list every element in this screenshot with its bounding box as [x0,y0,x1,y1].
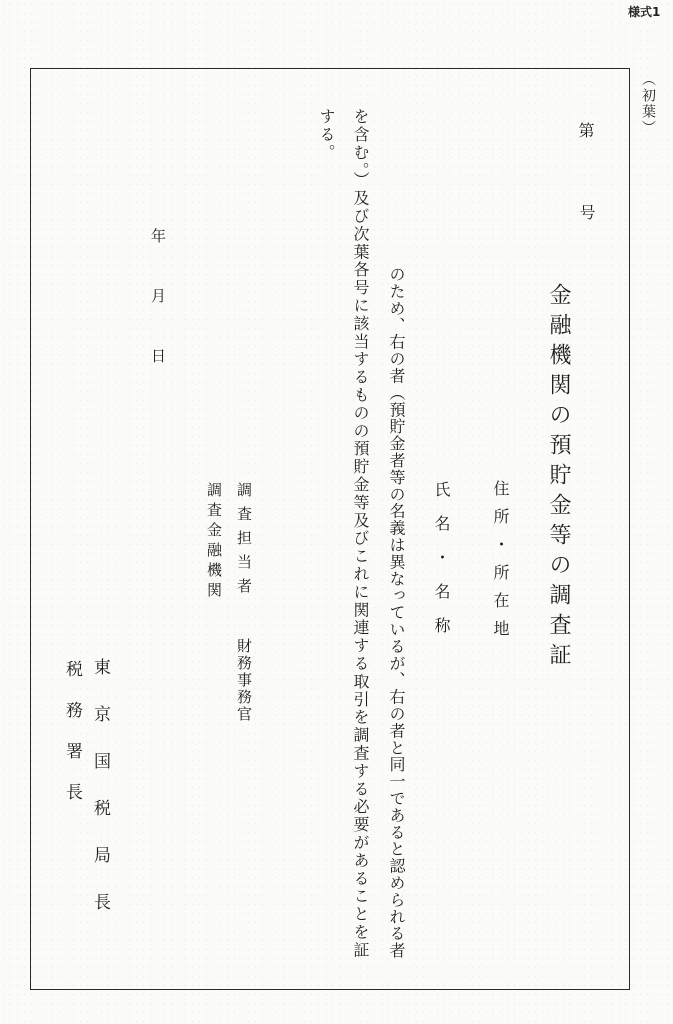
body-text-line-2: を含む。）及び次葉各号に該当するものの預貯金等及びこれに関連する取引を調査する必要があることを証 [351,108,370,960]
date-month-label: 月 [149,288,167,303]
page-label: （初葉） [640,72,656,136]
document-title: 金融機関の預貯金等の調査証 [546,283,571,673]
name-label: 氏名・名称 [432,481,451,651]
address-label: 住所・所在地 [491,480,510,648]
bank-label: 調査金融機関 [205,482,223,602]
body-text-line-1: のため、右の者（預貯金者等の名義は異なっているが、右の者と同一であると認められる者 [387,266,406,959]
body-text-line-3: する。 [317,108,336,162]
form-number-label: 様式1 [628,5,661,19]
certificate-number-suffix: 号 [577,204,596,220]
certificate-number-prefix: 第 [576,122,595,138]
date-day-label: 日 [149,348,167,363]
inspector-label: 調査担当者 [235,482,253,602]
issuer-tax-office-chief: 税務署長 [62,660,82,824]
date-year-label: 年 [149,228,167,243]
issuer-bureau-chief: 東京国税局長 [90,658,110,940]
document-frame [30,68,630,990]
inspector-title: 財務事務官 [235,638,253,723]
